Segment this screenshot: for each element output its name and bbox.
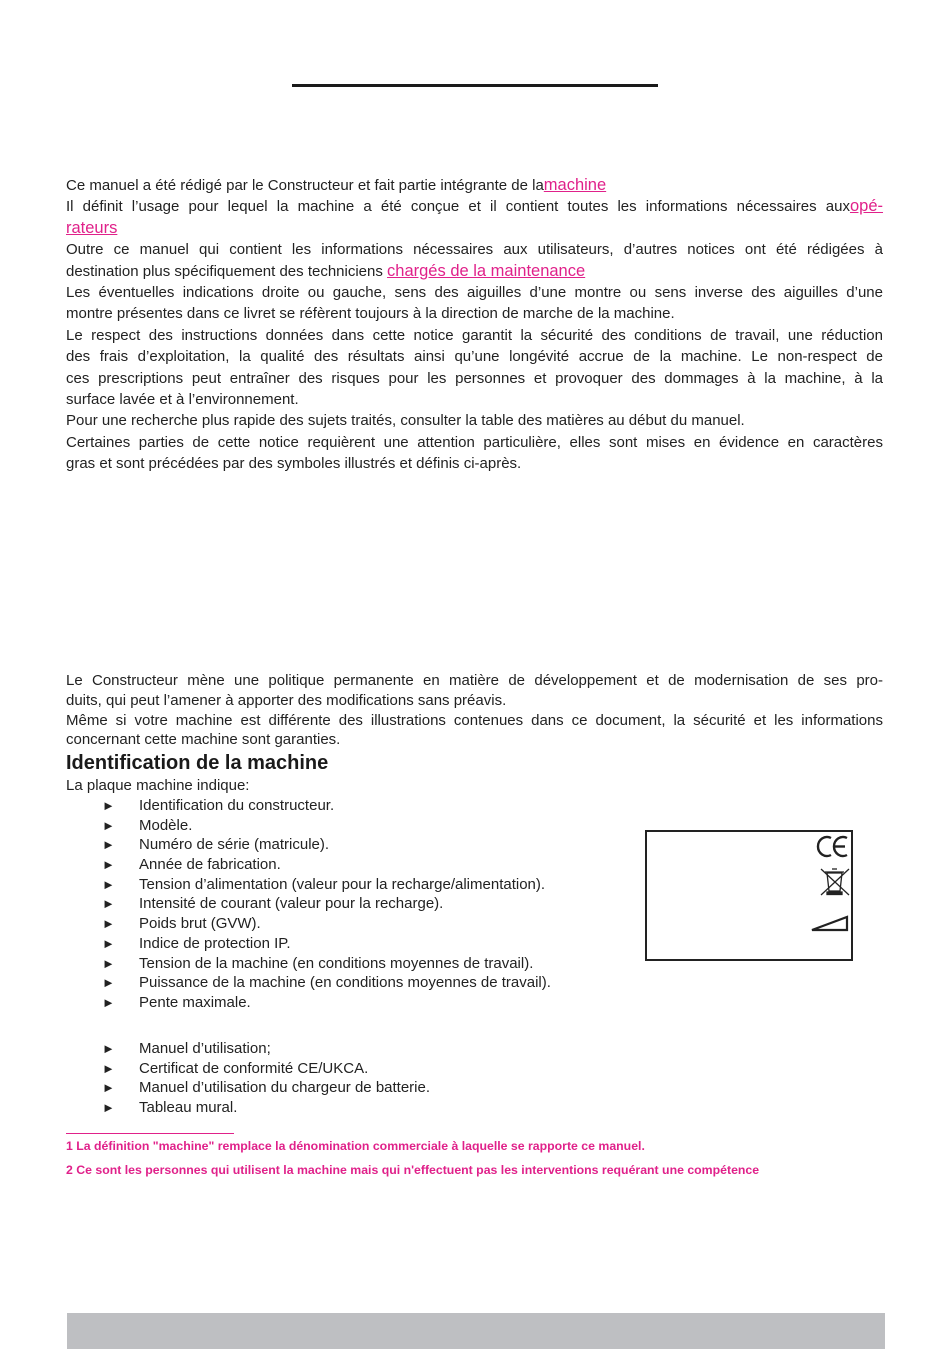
bullet-arrow-icon: ► (102, 876, 115, 892)
policy-line: concernant cette machine sont garanties. (66, 731, 341, 749)
bullet-arrow-icon: ► (102, 935, 115, 951)
intro-line: Certaines parties de cette notice requièrent une attention particulière, elles sont mises en évidence en caractères (66, 433, 883, 451)
list-item-text: Tableau mural. (139, 1099, 238, 1117)
bullet-arrow-icon: ► (102, 896, 115, 912)
list-item (102, 835, 551, 855)
list-item-text: Certificat de conformité CE/UKCA. (139, 1059, 369, 1077)
list-item (102, 1059, 430, 1079)
bullet-arrow-icon: ► (102, 1060, 115, 1076)
list-item-text: Tension de la machine (en conditions moyennes de travail). (139, 954, 534, 972)
page-footer-bar (67, 1313, 885, 1349)
list-item-text: Tension d’alimentation (valeur pour la recharge/alimentation). (139, 875, 546, 893)
documents-list (102, 1039, 430, 1118)
intro-line: montre présentes dans ce livret se réfèrent toujours à la direction de marche de la machine. (66, 305, 675, 323)
plate-intro: La plaque machine indique: (66, 777, 250, 794)
list-item-text: Puissance de la machine (en conditions moyennes de travail). (139, 974, 551, 992)
ce-mark-icon (818, 837, 847, 856)
bullet-arrow-icon: ► (102, 1041, 115, 1056)
list-item-text: Poids brut (GVW). (139, 915, 261, 933)
bullet-arrow-icon: ► (102, 994, 115, 1010)
bullet-arrow-icon: ► (102, 798, 115, 813)
list-item (102, 816, 551, 836)
crossed-bin-icon (821, 869, 849, 895)
bullet-arrow-icon: ► (102, 916, 115, 932)
bullet-arrow-icon: ► (102, 975, 115, 991)
machine-plate-illustration (645, 830, 853, 961)
intro-line: Les éventuelles indications droite ou gauche, sens des aiguilles d’une montre ou sens inverse des aiguilles d’une (66, 284, 883, 302)
intro-line: destination plus spécifiquement des techniciens (66, 262, 388, 280)
footnote-1: 1 La définition "machine" remplace la dénomination commerciale à laquelle se rapporte ce manuel. (66, 1139, 645, 1153)
list-item (102, 1039, 430, 1059)
policy-paragraph (66, 671, 883, 750)
intro-line: surface lavée et à l’environnement. (66, 391, 299, 409)
list-item-text: Identification du constructeur. (139, 797, 335, 814)
footnote-rule (66, 1133, 234, 1134)
bullet-arrow-icon: ► (102, 817, 115, 833)
list-item (102, 993, 551, 1013)
bullet-arrow-icon: ► (102, 857, 115, 873)
list-item-text: Année de fabrication. (139, 856, 281, 874)
list-item (102, 934, 551, 954)
bullet-arrow-icon: ► (102, 1080, 115, 1096)
operators-footnote-link[interactable]: opé- (849, 197, 883, 216)
list-item (102, 1078, 430, 1098)
list-item-text: Indice de protection IP. (139, 934, 291, 952)
list-item (102, 914, 551, 934)
list-item-text: Numéro de série (matricule). (139, 836, 330, 854)
maintenance-footnote-link[interactable]: chargés de la maintenance (387, 261, 586, 280)
intro-line: Pour une recherche plus rapide des sujets traités, consulter la table des matières au début du manuel. (66, 412, 745, 430)
list-item-text: Modèle. (139, 816, 193, 834)
operators-footnote-link-cont[interactable]: rateurs (66, 218, 118, 237)
footnote-2: 2 Ce sont les personnes qui utilisent la machine mais qui n'effectuent pas les interventions requérant une compétence (66, 1163, 760, 1177)
bullet-arrow-icon: ► (102, 837, 115, 853)
list-item-text: Manuel d’utilisation du chargeur de batterie. (139, 1079, 431, 1097)
slope-icon (812, 917, 847, 930)
list-item (102, 875, 551, 895)
section-heading: Identification de la machine (66, 752, 329, 774)
list-item (102, 894, 551, 914)
intro-line: Le respect des instructions données dans cette notice garantit la sécurité des conditions de travail, une réduction (66, 326, 883, 344)
intro-line: Ce manuel a été rédigé par le Constructeur et fait partie intégrante de la (66, 177, 544, 194)
machine-footnote-link[interactable]: machine (543, 176, 607, 194)
list-item-text: Manuel d’utilisation; (139, 1040, 271, 1057)
list-item (102, 973, 551, 993)
intro-line: ces prescriptions peut entraîner des risques pour les personnes et provoquer des dommages à la machine, à la (66, 369, 883, 387)
bullet-arrow-icon: ► (102, 955, 115, 971)
intro-line: Il définit l’usage pour lequel la machine a été conçue et il contient toutes les informations nécessaires aux (66, 198, 850, 216)
list-item-text: Pente maximale. (139, 993, 251, 1011)
intro-line: des frais d’exploitation, la qualité des résultats ainsi qu’une longévité accrue de la machine. Le non-respect de (66, 348, 883, 366)
list-item-text: Intensité de courant (valeur pour la recharge). (139, 895, 444, 913)
intro-paragraph (66, 175, 883, 475)
list-item (102, 954, 551, 974)
policy-line: Même si votre machine est différente des illustrations contenues dans ce document, la sécurité et les informations (66, 711, 883, 729)
title-rule (292, 84, 658, 87)
list-item (102, 1098, 430, 1118)
policy-line: duits, qui peut l’amener à apporter des modifications sans préavis. (66, 691, 507, 709)
list-item (102, 855, 551, 875)
intro-line: Outre ce manuel qui contient les informations nécessaires aux utilisateurs, d’autres notices ont été rédigées à (66, 241, 883, 259)
bullet-arrow-icon: ► (102, 1100, 115, 1116)
intro-line: gras et sont précédées par des symboles illustrés et définis ci-après. (66, 455, 522, 473)
policy-line: Le Constructeur mène une politique permanente en matière de développement et de modernisation de ses pro- (66, 672, 883, 689)
plate-items-list (102, 796, 551, 1013)
list-item (102, 796, 551, 816)
